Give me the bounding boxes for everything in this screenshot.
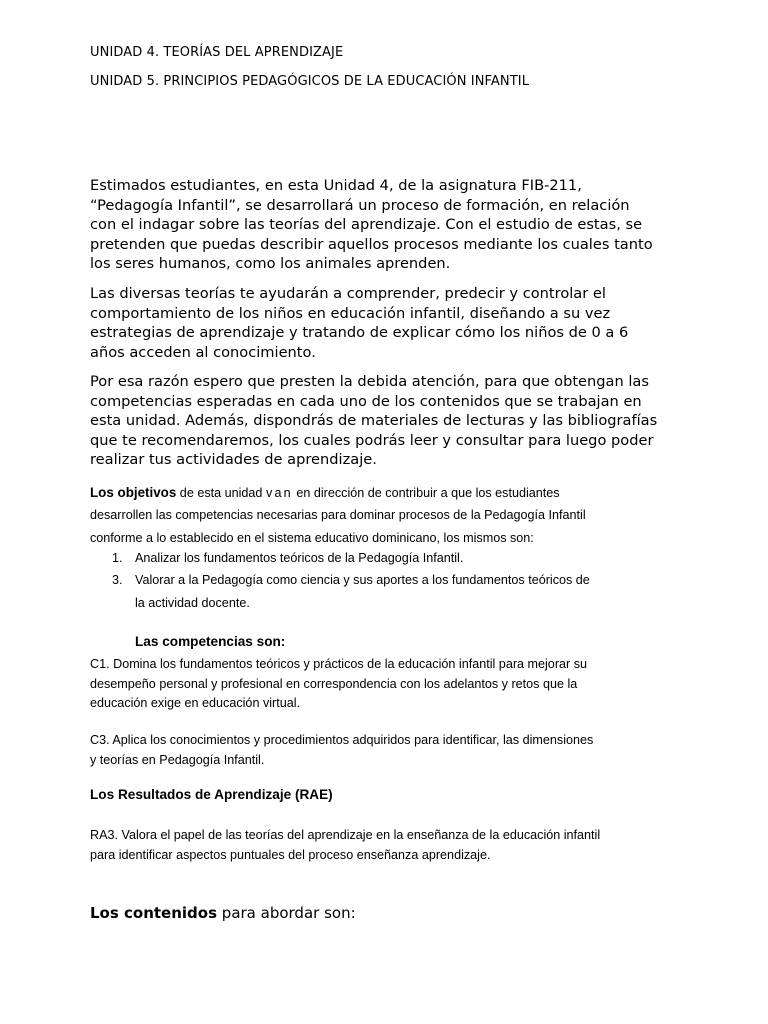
- list-item: [112, 569, 652, 614]
- text-line: y teorías en Pedagogía Infantil.: [90, 752, 265, 767]
- text-line: “Pedagogía Infantil”, se desarrollará un proceso de formación, en relación: [90, 196, 630, 214]
- text-line: Por esa razón espero que presten la debida atención, para que obtengan las: [90, 373, 649, 390]
- objectives-label: Los objetivos: [90, 485, 177, 500]
- learning-outcome-ra3: [90, 826, 660, 865]
- objectives-list: [112, 547, 652, 614]
- text-line: C3. Aplica los conocimientos y procedimientos adquiridos para identificar, las dimensiones: [90, 733, 594, 747]
- unit-5-heading: UNIDAD 5. PRINCIPIOS PEDAGÓGICOS DE LA EDUCACIÓN INFANTIL: [90, 74, 530, 89]
- list-number: 3.: [112, 573, 123, 588]
- text-line: la actividad docente.: [135, 595, 250, 610]
- text-line: Valorar a la Pedagogía como ciencia y sus aportes a los fundamentos teóricos de: [135, 573, 590, 588]
- text-line: años acceden al conocimiento.: [90, 343, 316, 361]
- text-span: para abordar son:: [217, 904, 356, 922]
- text-line: [90, 482, 650, 504]
- text-line: desarrollen las competencias necesarias para dominar procesos de la Pedagogía Infantil: [90, 508, 586, 523]
- text-line: pretenden que puedas describir aquellos procesos mediante los cuales tanto: [90, 235, 653, 253]
- competencies-title: Las competencias son:: [135, 634, 286, 649]
- list-number: 1.: [112, 551, 123, 565]
- intro-paragraph-3: [90, 372, 690, 470]
- competency-c1: [90, 655, 660, 714]
- text-line: Las diversas teorías te ayudarán a comprender, predecir y controlar el: [90, 285, 606, 302]
- intro-paragraph-1: [90, 176, 690, 274]
- text-line: con el indagar sobre las teorías del aprendizaje. Con el estudio de estas, se: [90, 216, 643, 234]
- unit-4-heading: UNIDAD 4. TEORÍAS DEL APRENDIZAJE: [90, 45, 344, 60]
- list-item: [112, 547, 652, 569]
- text-line: estrategias de aprendizaje y tratando de explicar cómo los niños de 0 a 6: [90, 324, 629, 342]
- text-line: C1. Domina los fundamentos teóricos y prácticos de la educación infantil para mejorar su: [90, 657, 588, 671]
- text-line: conforme a lo establecido en el sistema educativo dominicano, los mismos son:: [90, 530, 534, 545]
- text-line: esta unidad. Además, dispondrás de materiales de lecturas y las bibliografías: [90, 412, 658, 430]
- contents-heading: [90, 904, 356, 922]
- text-line: competencias esperadas en cada uno de los contenidos que se trabajan en: [90, 392, 642, 410]
- text-line: realizar tus actividades de aprendizaje.: [90, 451, 377, 469]
- text-line: que te recomendaremos, los cuales podrás leer y consultar para luego poder: [90, 431, 654, 449]
- intro-paragraph-2: [90, 284, 690, 362]
- learning-outcomes-title: Los Resultados de Aprendizaje (RAE): [90, 787, 333, 802]
- text-span: van: [265, 486, 293, 500]
- text-line: Analizar los fundamentos teóricos de la Pedagogía Infantil.: [135, 551, 464, 565]
- text-line: los seres humanos, como los animales aprenden.: [90, 255, 451, 273]
- text-span: de esta unidad: [176, 486, 266, 500]
- text-line: desempeño personal y profesional en correspondencia con los adelantos y retos que la: [90, 676, 578, 691]
- objectives-paragraph: [90, 482, 650, 549]
- text-line: Estimados estudiantes, en esta Unidad 4, de la asignatura FIB-211,: [90, 177, 582, 194]
- text-line: educación exige en educación virtual.: [90, 696, 301, 710]
- text-span: en dirección de contribuir a que los estudiantes: [292, 486, 560, 500]
- contents-label: Los contenidos: [90, 904, 218, 922]
- text-line: para identificar aspectos puntuales del proceso enseñanza aprendizaje.: [90, 847, 491, 862]
- text-line: comportamiento de los niños en educación infantil, diseñando a su vez: [90, 304, 611, 322]
- text-line: RA3. Valora el papel de las teorías del aprendizaje en la enseñanza de la educación infantil: [90, 828, 601, 842]
- competency-c3: [90, 731, 660, 770]
